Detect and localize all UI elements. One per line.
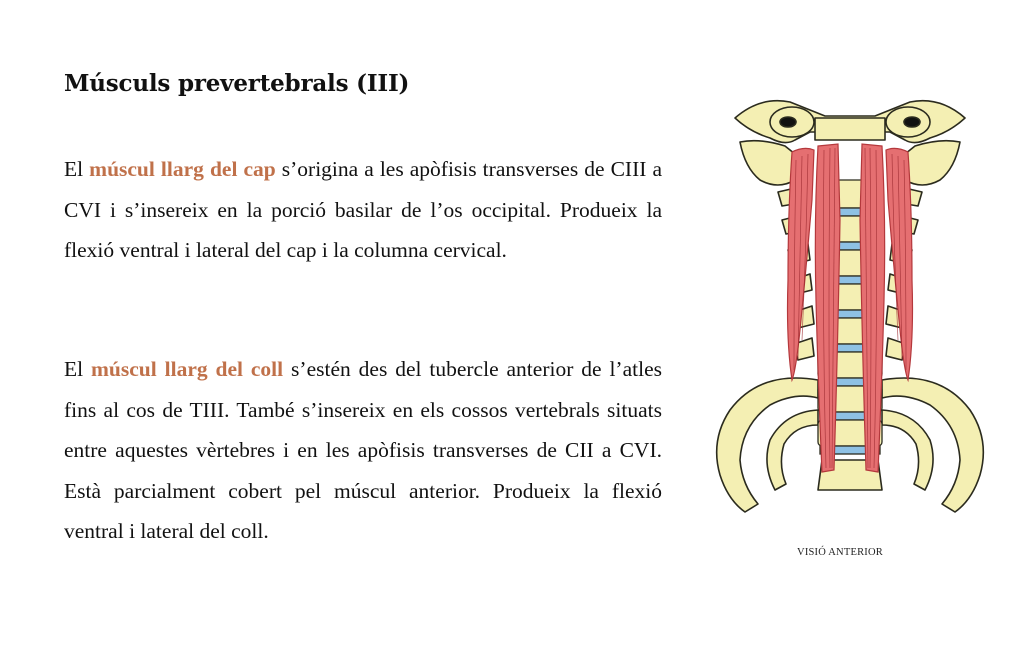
right-foramen	[904, 117, 920, 127]
rib-right-inner	[882, 410, 933, 490]
term-longus-capitis: múscul llarg del cap	[89, 157, 276, 181]
figure-caption: VISIÓ ANTERIOR	[797, 547, 883, 558]
left-foramen	[780, 117, 796, 127]
occipital-center	[815, 118, 885, 140]
term-longus-colli: múscul llarg del coll	[91, 357, 284, 381]
rib-left-outer	[717, 378, 818, 512]
rib-right-outer	[882, 378, 983, 512]
paragraph-longus-colli	[64, 349, 662, 552]
paragraph-prefix: El	[64, 357, 92, 381]
page-title: Músculs prevertebrals (III)	[64, 70, 410, 97]
paragraph-longus-capitis	[64, 149, 662, 271]
cervical-spine-anterior-view	[700, 80, 1000, 560]
paragraph-body: s’estén des del tubercle anterior de l’atles fins al cos de TIII. També s’insereix en els cossos vertebrals situats entre aquestes vèrtebres i en les apòfisis transverses de CII a CVI. Està parcialment cobert pel múscul anterior. Produeix la flexió ventral i lateral del coll.	[64, 357, 662, 543]
paragraph-body: s’origina a les apòfisis transverses de CIII a CVI i s’insereix en la porció basilar de l’os occipital. Produeix la flexió ventral i lateral del cap i la columna cervical.	[64, 157, 662, 262]
paragraph-prefix: El	[64, 157, 90, 181]
anatomical-illustration	[700, 80, 1000, 560]
rib-left-inner	[767, 410, 818, 490]
